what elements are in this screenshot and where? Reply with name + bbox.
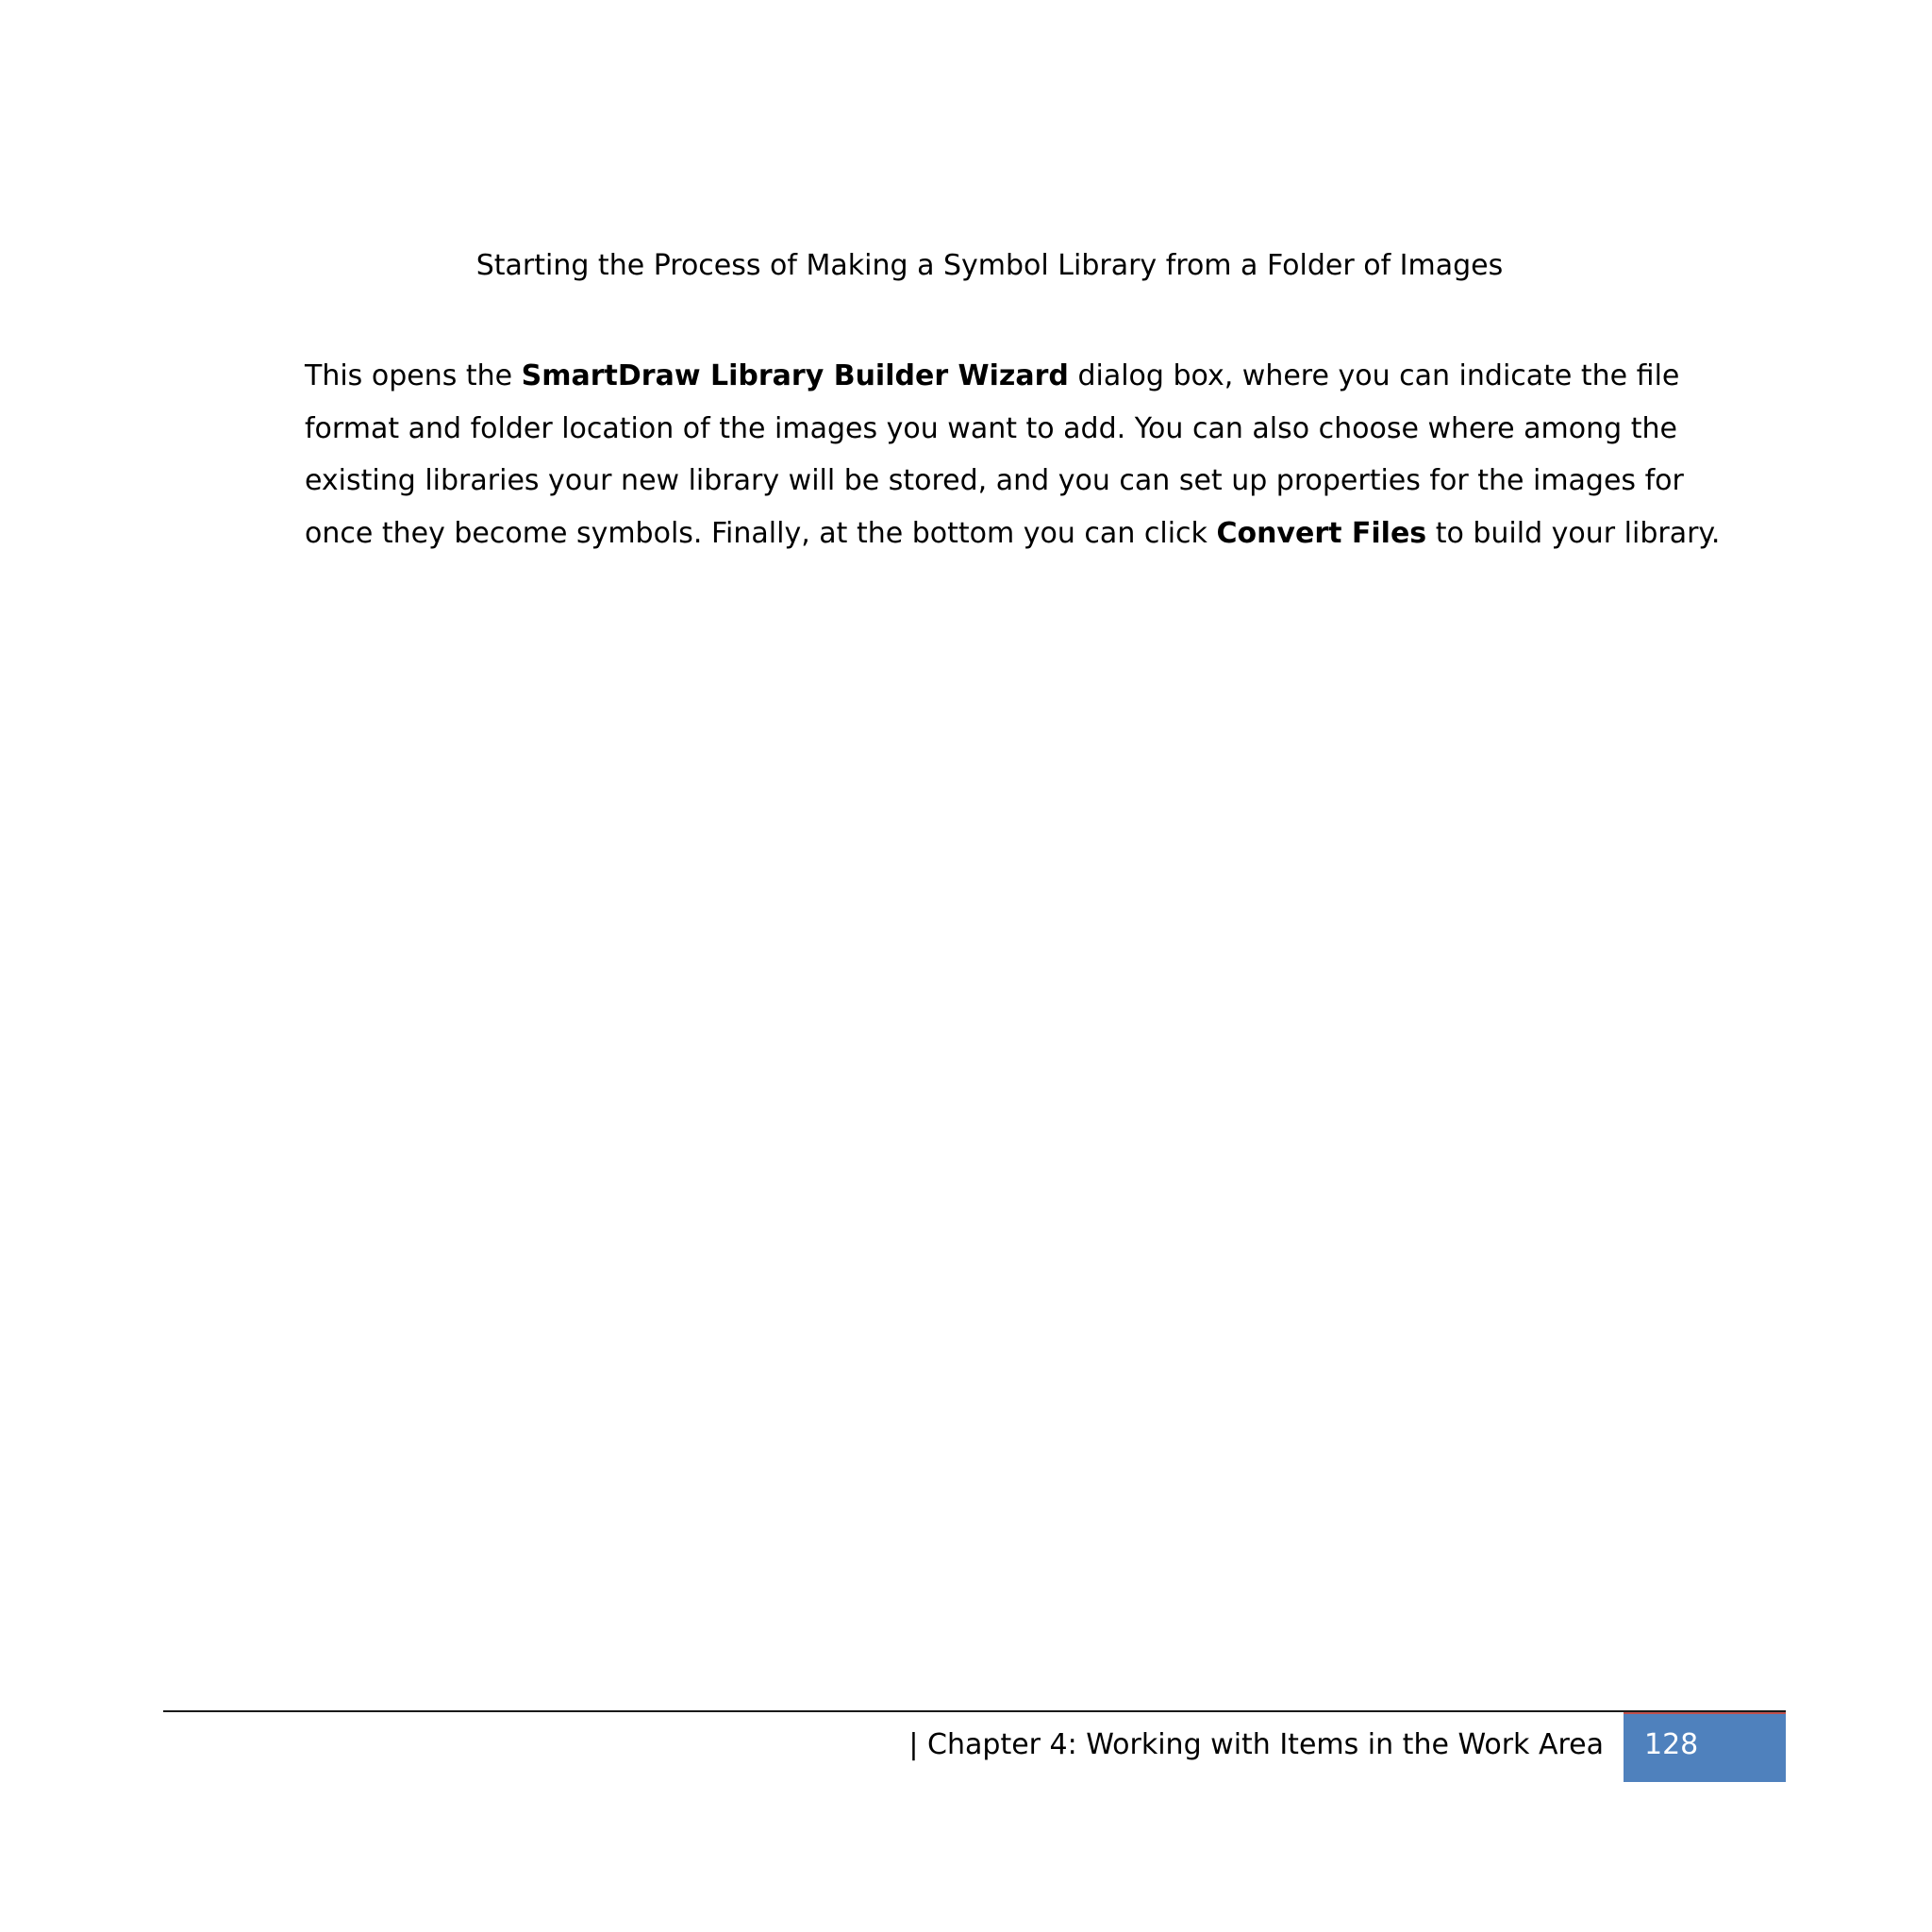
- body-paragraph: [305, 350, 1734, 559]
- figure-caption: Starting the Process of Making a Symbol Library from a Folder of Images: [475, 249, 1504, 282]
- page-number: 128: [1644, 1728, 1699, 1761]
- bold-term-wizard: SmartDraw Library Builder Wizard: [521, 359, 1069, 392]
- paragraph-text-2: dialog box, where you can indicate the file format and folder location of the images you want to add. You can also choose where among the existing libraries your new library will be stored, and you can set up properties for the images for once they become symbols. Finally, at the bottom you can click: [305, 359, 1684, 550]
- footer-divider: [163, 1710, 1786, 1712]
- paragraph-text-3: to build your library.: [1426, 516, 1721, 550]
- paragraph-text-1: This opens the: [305, 359, 522, 392]
- bold-term-convert-files: Convert Files: [1216, 516, 1427, 550]
- page-number-box: [1624, 1712, 1786, 1782]
- footer-chapter-title: | Chapter 4: Working with Items in the Work Area: [908, 1728, 1604, 1761]
